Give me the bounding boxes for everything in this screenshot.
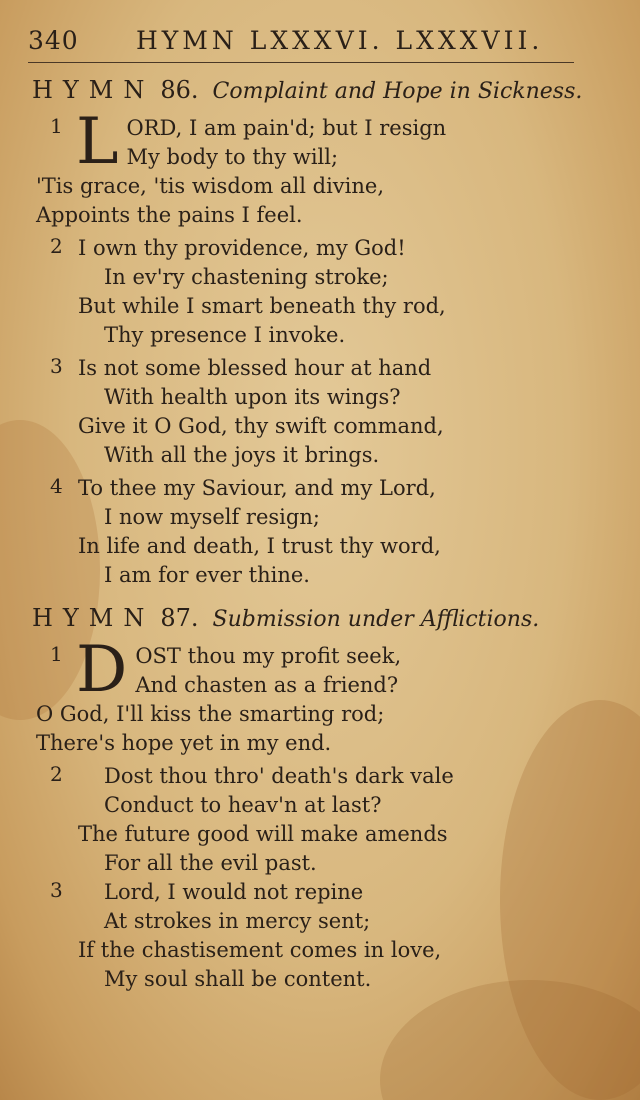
verse-line: I own thy providence, my God! — [78, 236, 406, 260]
hymn-subtitle: Submission under Afflictions. — [212, 607, 540, 632]
drop-cap: L — [76, 105, 119, 179]
running-head — [28, 26, 570, 56]
hymn-heading — [32, 604, 539, 632]
verse-line: Give it O God, thy swift command, — [78, 414, 444, 438]
hymn-subtitle: Complaint and Hope in Sickness. — [212, 79, 583, 104]
verse-line: And chasten as a friend? — [135, 673, 399, 697]
verse-number: 1 — [50, 642, 63, 666]
verse — [36, 354, 596, 470]
paper-stain — [380, 980, 640, 1100]
verse-line: My soul shall be content. — [104, 967, 372, 991]
verse-line: Is not some blessed hour at hand — [78, 356, 432, 380]
hymn-number: 87. — [160, 604, 199, 632]
verse-line: Appoints the pains I feel. — [36, 203, 303, 227]
verse-number: 1 — [50, 114, 63, 138]
verse-line: My body to thy will; — [126, 145, 339, 169]
verse — [36, 633, 596, 758]
hymn-number: 86. — [160, 76, 199, 104]
verse-line: There's hope yet in my end. — [36, 731, 332, 755]
verse-line: I now myself resign; — [104, 505, 320, 529]
header-rule — [28, 62, 574, 63]
verse — [36, 762, 596, 878]
verse-number: 2 — [50, 762, 63, 786]
verse-line: If the chastisement comes in love, — [78, 938, 442, 962]
verse-number: 3 — [50, 354, 63, 378]
verse-line: I am for ever thine. — [104, 563, 310, 587]
verse-number: 3 — [50, 878, 63, 902]
verse-line: But while I smart beneath thy rod, — [78, 294, 446, 318]
drop-cap: D — [76, 633, 128, 707]
verse-line: Conduct to heav'n at last? — [104, 793, 382, 817]
verse-line: To thee my Saviour, and my Lord, — [78, 476, 436, 500]
verse-line: Lord, I would not repine — [104, 880, 364, 904]
verse-line: Thy presence I invoke. — [104, 323, 346, 347]
verse-line: In ev'ry chastening stroke; — [104, 265, 389, 289]
verse-line: 'Tis grace, 'tis wisdom all divine, — [36, 174, 385, 198]
verse-line: ORD, I am pain'd; but I resign — [126, 116, 447, 140]
running-title: HYMN LXXXVI. LXXXVII. — [136, 26, 544, 55]
verse — [36, 474, 596, 590]
verse — [36, 105, 596, 230]
hymn-heading — [32, 76, 582, 104]
hymn-label: HYMN — [32, 76, 155, 104]
verse-line: Dost thou thro' death's dark vale — [104, 764, 454, 788]
verse-line: For all the evil past. — [104, 851, 317, 875]
verse-line: With health upon its wings? — [104, 385, 401, 409]
verse-line: O God, I'll kiss the smarting rod; — [36, 702, 385, 726]
verse — [36, 878, 596, 994]
verse-line: OST thou my profit seek, — [135, 644, 402, 668]
hymn-label: HYMN — [32, 604, 155, 632]
verse-number: 2 — [50, 234, 63, 258]
verse-line: At strokes in mercy sent; — [104, 909, 371, 933]
page-number: 340 — [28, 26, 79, 55]
verse-line: With all the joys it brings. — [104, 443, 380, 467]
verse-line: The future good will make amends — [78, 822, 448, 846]
verse-number: 4 — [50, 474, 63, 498]
verse — [36, 234, 596, 350]
verse-line: In life and death, I trust thy word, — [78, 534, 441, 558]
